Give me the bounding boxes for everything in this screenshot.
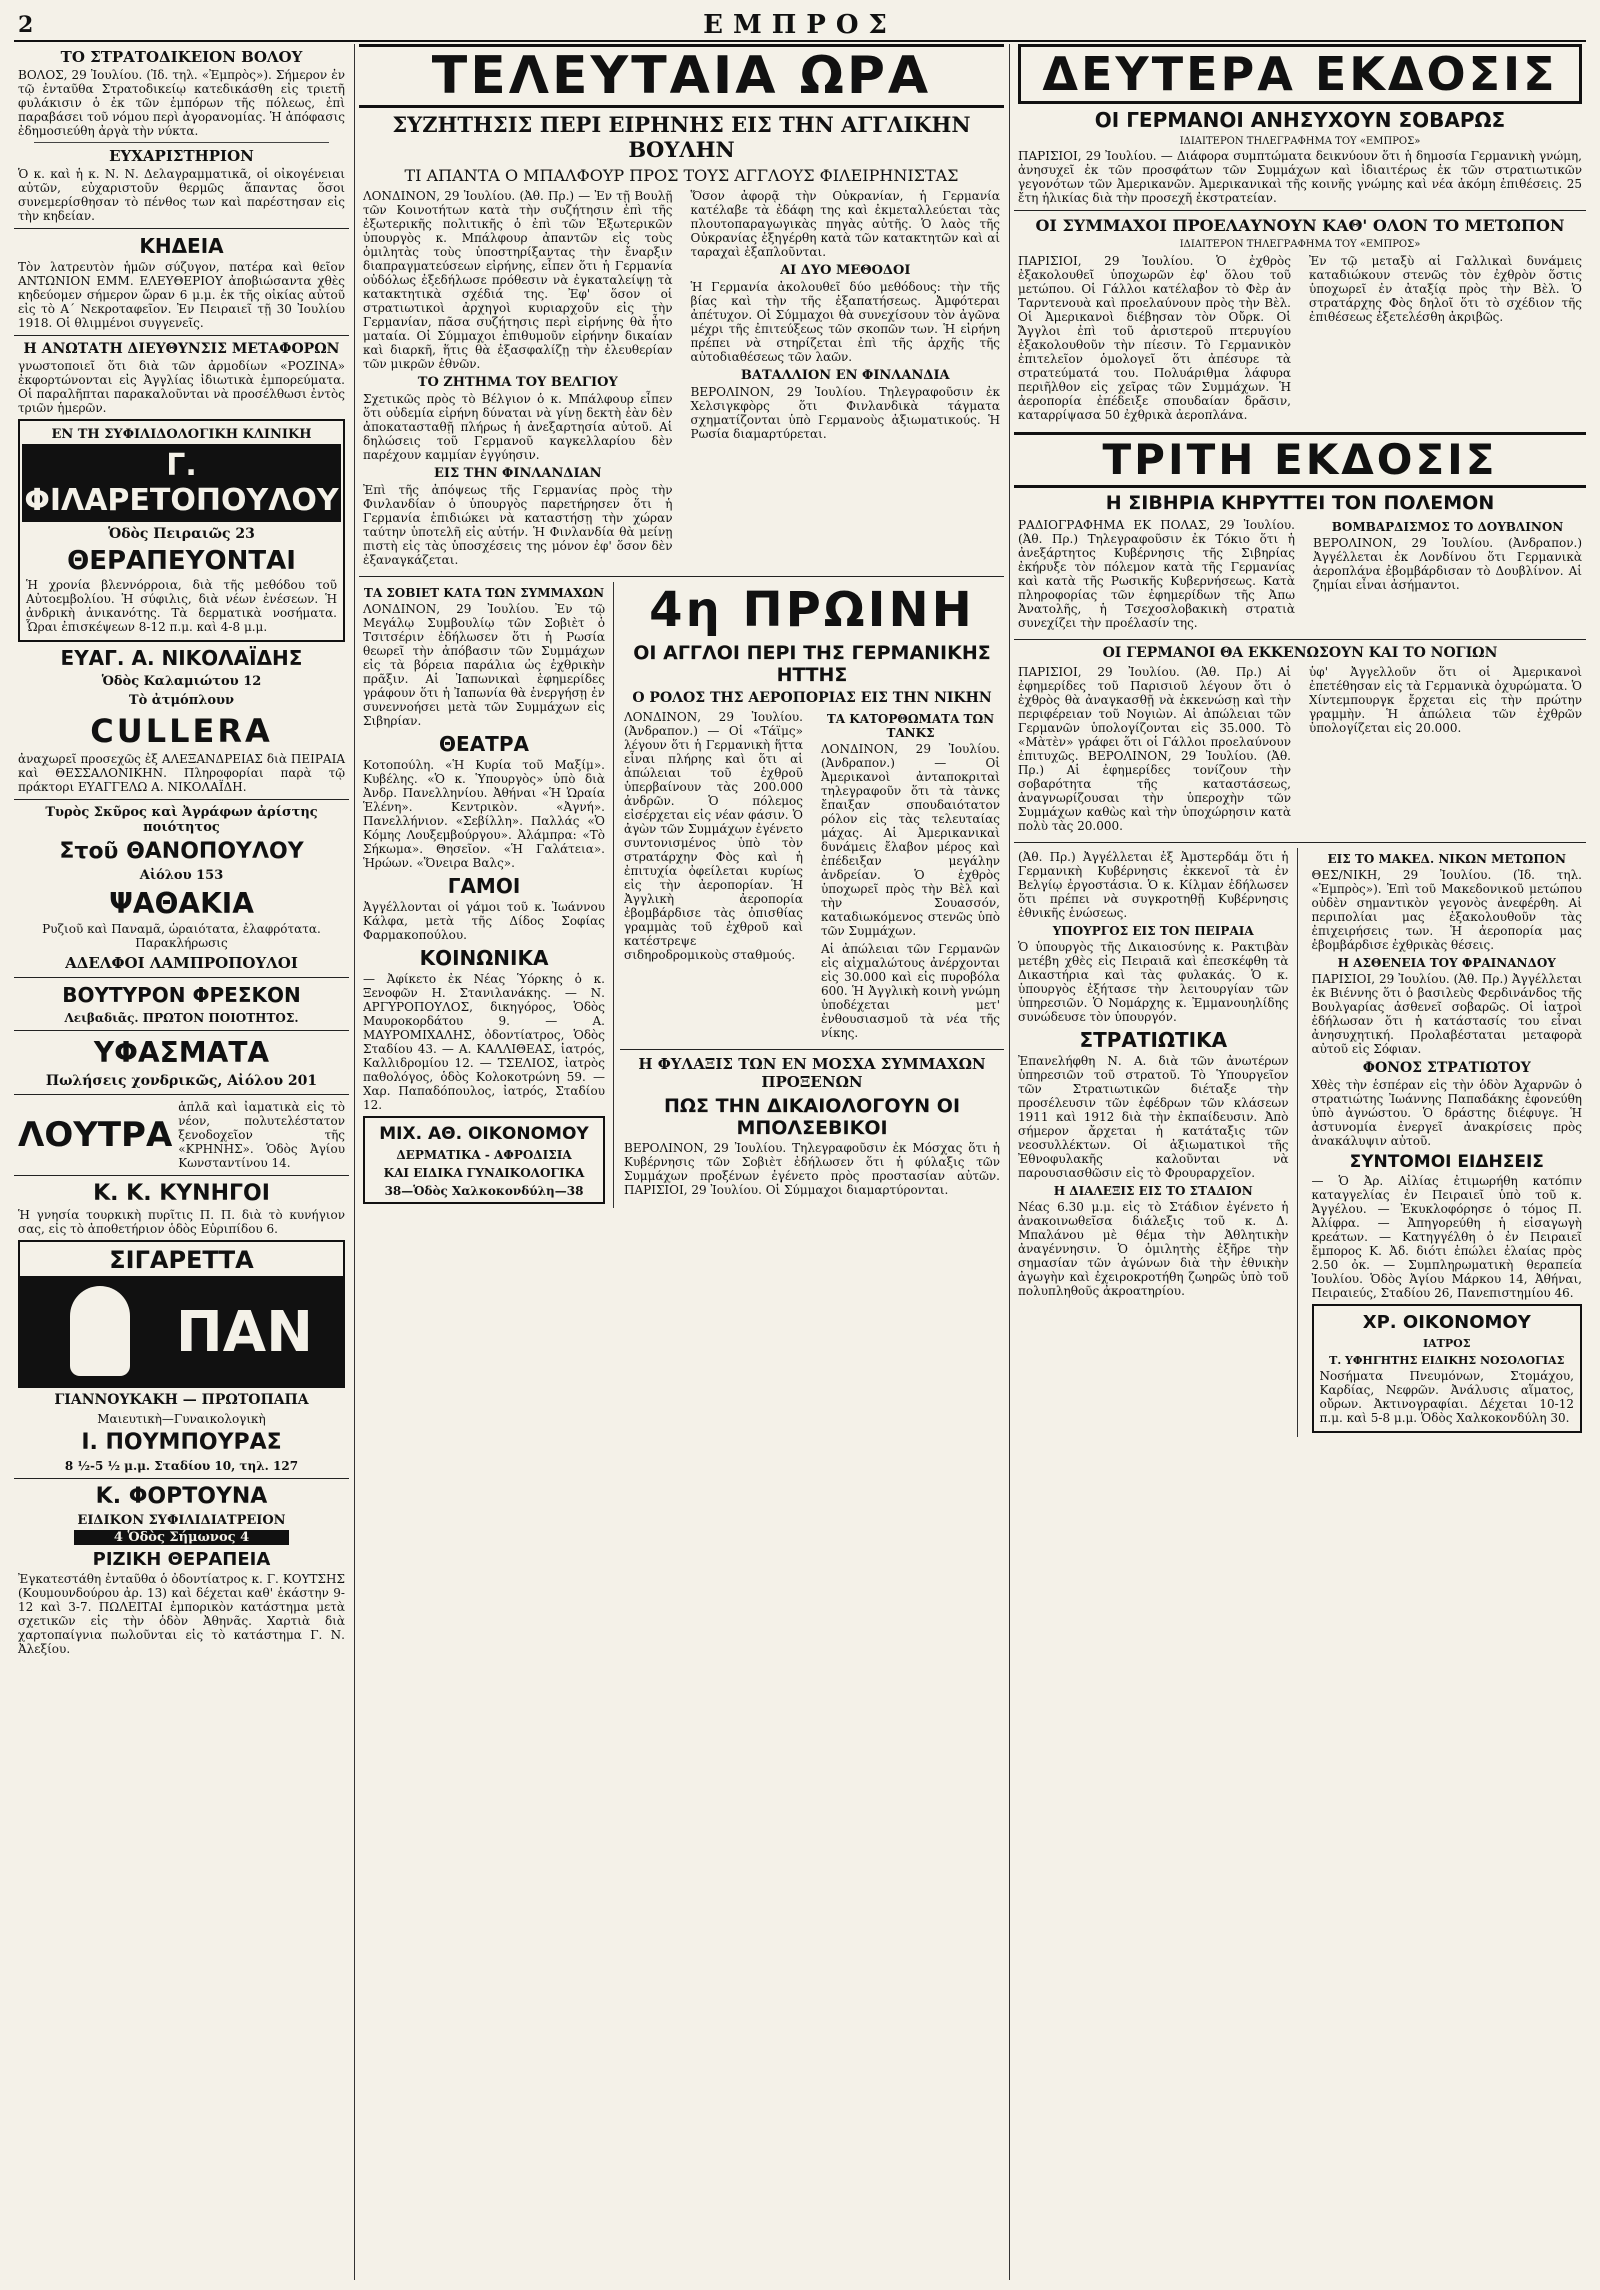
- fourth-text-a: ΛΟΝΔΙΝΟΝ, 29 Ἰουλίου. (Ἀνδραπον.) — Οἱ «Τάϊμς» λέγουν ὅτι ἡ Γερμανικὴ ἥττα εἶναι πλήρης καὶ ὅτι αἱ ἀπώλειαι τοῦ ἐχθροῦ ὑπερβαίνουν τὰς 200.000 ἀνδρῶν. Ὁ πόλεμος εἰσέρχεται εἰς νέαν φάσιν. Ὁ ἀγὼν τῶν Συμμάχων ἐγένετο συντονισμένος ὑπὸ τὸν στρατάρχην Φὸς καὶ ἡ ἐπιτυχία ὀφείλεται κυρίως εἰς τὴν ἀεροπορίαν. Ἡ Ἀγγλικὴ ἀεροπορία ἐβομβάρδισε τὰς ὀπισθίας γραμμὰς τοῦ ἐχθροῦ καὶ κατέστρεψε σιδηροδρομικοὺς σταθμούς.: [624, 710, 803, 962]
- masthead: ΕΜΠΡΟΣ: [703, 10, 897, 40]
- kynigoi: Κ. Κ. ΚΥΝΗΓΟΙ: [93, 1181, 270, 1206]
- clinic-name: Γ. ΦΙΛΑΡΕΤΟΠΟΥΛΟΥ: [22, 444, 341, 522]
- cigarette: ΣΙΓΑΡΕΤΤΑ: [109, 1246, 254, 1274]
- allies-body: [1014, 252, 1586, 426]
- minister-text: Ὁ ὑπουργὸς τῆς Δικαιοσύνης κ. Ρακτιβὰν μετέβη χθὲς εἰς Πειραιᾶ καὶ ἐπεσκέφθη τὰ Δικαστήρια καὶ τὰς φυλακάς. Ὁ κ. ὑπουργὸς ἐξήτασε τὴν λειτουργίαν τῶν ὑπηρεσιῶν. Ὁ Νομάρχης κ. Ἐμμανουηλίδης συνώδευσε τὸν ὑπουργόν.: [1018, 940, 1289, 1024]
- fabrics-sub: Πωλήσεις χονδρικῶς, Αἰόλου 201: [45, 1073, 318, 1089]
- doctor-sub: Τ. ΥΦΗΓΗΤΗΣ ΕΙΔΙΚΗΣ ΝΟΣΟΛΟΓΙΑΣ: [1329, 1354, 1565, 1367]
- kynigoi-text: Ἡ γνησία τουρκικὴ πυρῖτις Π. Π. διὰ τὸ κυνήγιον σας, εἰς τὸ ἀποθετήριον ὁδὸς Εὐριπίδου 6.: [18, 1208, 345, 1236]
- transport-title: Η ΑΝΩΤΑΤΗ ΔΙΕΥΘΥΝΣΙΣ ΜΕΤΑΦΟΡΩΝ: [23, 341, 340, 357]
- radical: ΡΙΖΙΚΗ ΘΕΡΑΠΕΙΑ: [92, 1549, 271, 1570]
- pan-figure-icon: [70, 1286, 130, 1376]
- fourth-text-b: ΛΟΝΔΙΝΟΝ, 29 Ἰουλίου. (Ἀνδραπον.) — Οἱ Ἀμερικανοὶ ἀνταποκριταὶ τηλεγραφοῦν ὅτι τὰ τὰνκς ἔπαιξαν σπουδαιότατον ρόλον εἰς τὰς τελευταίας μάχας. Αἱ Ἀμερικανικαὶ δυνάμεις ἔλαβον μέρος καὶ ἐπέδειξαν μεγάλην ἀνδρείαν. Ὁ ἐχθρὸς ὑποχωρεῖ πρὸς τὴν Βὲλ καὶ τὴν Σουασσόν, καταδιωκόμενος στενῶς ὑπὸ τῶν Συμμάχων.: [821, 742, 1000, 938]
- funeral-title: ΚΗΔΕΙΑ: [139, 234, 224, 258]
- page-number: 2: [18, 12, 34, 38]
- fortouna: Κ. ΦΟΡΤΟΥΝΑ: [95, 1484, 268, 1509]
- clinic-text: Ἡ χρονία βλεννόρροια, διὰ τῆς μεθόδου τοῦ Αὐτοεμβολίου. Ἡ σύφιλις, διὰ νέων ἐνέσεων. Ἡ ἀνδρικὴ ἀνικανότης. Τὰ δερματικὰ νοσήματα. Ὧραι ἐπισκέψεων 8-12 π.μ. καὶ 4-8 μ.μ.: [26, 578, 337, 634]
- belgium-text: Σχετικῶς πρὸς τὸ Βέλγιον ὁ κ. Μπάλφουρ εἶπεν ὅτι οὐδεμία εἰρήνη δύναται νὰ γίνῃ δεκτὴ ἐὰν δὲν ἀποκατασταθῇ πλήρως ἡ ἀνεξαρτησία αὐτοῦ. Αἱ δηλώσεις τοῦ Γερμανοῦ καγκελλαρίου δὲν παρέχουν καμμίαν ἐγγύησιν.: [363, 392, 673, 462]
- finland2-text: ΒΕΡΟΛΙΝΟΝ, 29 Ἰουλίου. Τηλεγραφοῦσιν ἐκ Χελσιγκφὸρς ὅτι Φινλανδικὰ τάγματα σχηματίζονται ὑπὸ Γερμανοὺς ἀξιωματικούς. Ἡ Ρωσία διαμαρτύρεται.: [690, 385, 1000, 441]
- military-title: ΣΤΡΑΤΙΩΤΙΚΑ: [1079, 1028, 1228, 1052]
- divider: [14, 228, 349, 229]
- thanos-text: Τυρὸς Σκῦρος καὶ Ἀγράφων ἀρίστης ποιότητος: [45, 805, 318, 835]
- column-divider: [354, 44, 355, 2280]
- brief-title: ΣΥΝΤΟΜΟΙ ΕΙΔΗΣΕΙΣ: [1349, 1152, 1544, 1172]
- peace-debate-subtitle: ΣΥΖΗΤΗΣΙΣ ΠΕΡΙ ΕΙΡΗΝΗΣ ΕΙΣ ΤΗΝ ΑΓΓΛΙΚΗΝ ΒΟΥΛΗΝ: [392, 112, 971, 162]
- right-column: [1014, 44, 1586, 2280]
- divider: [34, 142, 329, 143]
- finland2-title: ΒΑΤΑΛΛΙΟΝ ΕΝ ΦΙΝΛΑΝΔΙΑ: [740, 368, 950, 383]
- noyon-body: [1014, 663, 1586, 837]
- soviet-title: ΤΑ ΣΟΒΙΕΤ ΚΑΤΑ ΤΩΝ ΣΥΜΜΑΧΩΝ: [363, 586, 605, 600]
- belgium-title: ΤΟ ΖΗΤΗΜΑ ΤΟΥ ΒΕΛΓΙΟΥ: [417, 375, 618, 390]
- military-text: Ἐπανελήφθη Ν. Α. διὰ τῶν ἀνωτέρων ὑπηρεσιῶν τοῦ στρατοῦ. Τὸ Ὑπουργεῖον τῶν Στρατιωτικῶν διέταξε τὴν προσέλευσιν τῶν ἐφέδρων τῶν κλάσεων 1911 καὶ 1912 διὰ τὴν ἐκπαίδευσιν. Ἀπὸ σήμερον ἄρχεται ἡ κατάταξις τῶν νεοσυλλέκτων. Οἱ ἀξιωματικοὶ τῆς Ἐθνοφυλακῆς καλοῦνται νὰ παρουσιασθῶσιν εἰς τὸ Φρουραρχεῖον.: [1018, 1054, 1289, 1180]
- minister-title: ΥΠΟΥΡΓΟΣ ΕΙΣ ΤΟΝ ΠΕΙΡΑΙΑ: [1052, 924, 1254, 938]
- stadium-title: Η ΔΙΑΛΕΞΙΣ ΕΙΣ ΤΟ ΣΤΑΔΙΟΝ: [1053, 1184, 1253, 1198]
- methods-text: Ἡ Γερμανία ἀκολουθεῖ δύο μεθόδους: τὴν τῆς βίας καὶ τὴν τῆς ἐξαπατήσεως. Ἀμφότεραι ἀπέτυχον. Οἱ Σύμμαχοι θὰ συνεχίσουν τὸν ἀγῶνα μέχρι τῆς ἐπιτεύξεως τῶν σκοπῶν των. Ἡ εἰρήνη πρέπει νὰ στηρίζεται ἐπὶ τῆς ἀρχῆς τῆς αὐτοδιαθέσεως τῶν λαῶν.: [690, 280, 1000, 364]
- soldier-text: Χθὲς τὴν ἑσπέραν εἰς τὴν ὁδὸν Ἀχαρνῶν ὁ στρατιώτης Ἰωάννης Παπαδάκης ἐφονεύθη ὑπὸ ἀγνώστου. Ὁ δράστης διέφυγε. Ἡ ἀστυνομία ἐνεργεῖ ἀνακρίσεις πρὸς ἀνακάλυψιν αὐτοῦ.: [1311, 1078, 1582, 1148]
- fortouna-sub: ΕΙΔΙΚΟΝ ΣΥΦΙΛΙΔΙΑΤΡΕΙΟΝ: [77, 1513, 286, 1528]
- baths: ΛΟΥΤΡΑ: [18, 1115, 173, 1155]
- brothers: ΑΔΕΛΦΟΙ ΛΑΜΠΡΟΠΟΥΛΟΙ: [65, 954, 298, 972]
- fortouna-address: 4 Ὁδὸς Σήμωνος 4: [74, 1530, 289, 1545]
- telegram-label: ΙΔΙΑΙΤΕΡΟΝ ΤΗΛΕΓΡΑΦΗΜΑ ΤΟΥ «ΕΜΠΡΟΣ»: [1179, 239, 1421, 250]
- divider: [1014, 210, 1586, 211]
- left-column: [14, 44, 349, 2280]
- butter-sub: Λειβαδιᾶς. ΠΡΩΤΟΝ ΠΟΙΟΤΗΤΟΣ.: [64, 1011, 299, 1025]
- oikonomou-sub: ΔΕΡΜΑΤΙΚΑ - ΑΦΡΟΔΙΣΙΑ: [396, 1148, 572, 1162]
- allies-advance-title: ΟΙ ΣΥΜΜΑΧΟΙ ΠΡΟΕΛΑΥΝΟΥΝ ΚΑΘ' ΟΛΟΝ ΤΟ ΜΕΤΩΠΟΝ: [1035, 216, 1565, 235]
- oikonomou-sub2: ΚΑΙ ΕΙΔΙΚΑ ΓΥΝΑΙΚΟΛΟΓΙΚΑ: [383, 1166, 585, 1180]
- divider: [14, 977, 349, 978]
- theatre-text: Κοτοπούλη. «Ἡ Κυρία τοῦ Μαξίμ». Κυβέλης. «Ὁ κ. Ὑπουργὸς» ὑπὸ διὰ Ἀνδρ. Πανελληνίου. Ἀθήναι «Ἡ Ὡραία Ἑλένη». Κεντρικὸν. «Ἀγνή». Πανελλήνιον. «Σεβίλλη». Παλλάς «Ὁ Κόμης Λουξεμβούργου». Ἀλάμπρα: «Τὸ Σήκωμα». Θησεῖον. «Ἡ Γαλάτεια». Ἡρώων. «Ὅνειρα Βαλς».: [363, 758, 605, 870]
- lower-center: [359, 582, 1004, 1208]
- siberia-body: [1014, 516, 1586, 634]
- page-header: [14, 10, 1586, 42]
- doctors-sub: Μαιευτικὴ—Γυναικολογικὴ: [97, 1412, 266, 1426]
- divider: [620, 1049, 1004, 1050]
- oikonomou-address: 38—Ὁδὸς Χαλκοκονδύλη—38: [384, 1184, 584, 1198]
- fourth-edition-title: 4η ΠΡΩΙΝΗ: [649, 582, 975, 638]
- stadium-text: Νέας 6.30 μ.μ. εἰς τὸ Στάδιον ἐγένετο ἡ ἀνακοινωθεῖσα διάλεξις τοῦ κ. Δ. Μπαλάνου μὲ θέμα τὴν Ἀθλητικὴν ἀναγέννησιν. Ὁ ὁμιλητὴς ἐξῆρε τὴν σημασίαν τῶν ἀγώνων διὰ τὴν ἐθνικὴν ἀγωγὴν καὶ ἐχειροκροτήθη ζωηρῶς ὑπὸ τοῦ πολυπληθοῦς ἀκροατηρίου.: [1018, 1200, 1289, 1298]
- thanos-address: Αἰόλου 153: [139, 868, 224, 883]
- allies-text-2: Ἐν τῷ μεταξὺ αἱ Γαλλικαὶ δυνάμεις καταδιώκουν στενῶς τὸν ἐχθρὸν ὅστις ὑποχωρεῖ ἐν ἀταξίᾳ πρὸς τὴν Βὲλ. Ὁ στρατάρχης Φὸς δηλοῖ ὅτι τὸ σχέδιον τῆς ἐπιθέσεως ἐξετελέσθη ἀκριβῶς.: [1309, 254, 1582, 324]
- oikonomou-ad: [363, 1116, 605, 1204]
- last-hour-title: ΤΕΛΕΥΤΑΙΑ ΩΡΑ: [359, 44, 1004, 108]
- right-lower: [1014, 848, 1586, 1437]
- thanks-text: Ὁ κ. καὶ ἡ κ. Ν. Ν. Δελαγραμματικᾶ, οἱ οἰκογένειαι αὐτῶν, εὐχαριστοῦν θερμῶς ἅπαντας ὅσοι συνεμερίσθησαν τὸ πένθος των καὶ παρέστησαν εἰς τὴν κηδείαν.: [18, 167, 345, 223]
- lead-text: ΛΟΝΔΙΝΟΝ, 29 Ἰουλίου. (Ἀθ. Πρ.) — Ἐν τῇ Βουλῇ τῶν Κοινοτήτων κατὰ τὴν συζήτησιν ἐπὶ τῆς ἐξωτερικῆς πολιτικῆς ὁ ἐπὶ τῶν Ἐξωτερικῶν ὑπουργὸς κ. Μπάλφουρ ἀπαντῶν εἰς τοὺς ὁμιλητὰς τοὺς ὑποστηρίξαντας τὴν ἔναρξιν διαπραγματεύσεων εἰρήνης, εἶπεν ὅτι ἡ Γερμανία οὐδόλως ἐξεδήλωσε πρόθεσιν νὰ ἐγκαταλείψῃ τὰ κατακτητικὰ σχέδιά της. Ἐφ' ὅσον οἱ στρατιωτικοὶ ἀρχηγοὶ κυριαρχοῦν εἰς τὴν Γερμανίαν, πᾶσα συζήτησις περὶ εἰρήνης θὰ ἦτο ματαία. Οἱ Σύμμαχοι ἐπιθυμοῦν εἰρήνην δικαίαν καὶ διαρκῆ, ἥτις θὰ ἐξασφαλίζῃ τὴν ἐλευθερίαν τῶν μικρῶν ἐθνῶν.: [363, 189, 673, 371]
- baths-ad: [18, 1100, 345, 1170]
- thanos-store: Στοῦ ΘΑΝΟΠΟΥΛΟΥ: [59, 839, 304, 864]
- divider: [14, 1094, 349, 1095]
- volos-text: ΒΟΛΟΣ, 29 Ἰουλίου. (Ἰδ. τηλ. «Ἐμπρὸς»). Σήμερον ἐν τῷ ἐνταῦθα Στρατοδικείῳ κατεδικάσθη εἰς τριετῆ φυλάκισιν ὁ ἐκ τῶν ἐμπόρων τῆς πόλεως, ἐπὶ παραβάσει τοῦ νόμου περὶ ἀγορανομίας. Ἡ ἀπόφασις ἐδημοσιεύθη ἀργὰ τὴν νύκτα.: [18, 68, 345, 138]
- pan-brand: ΠΑΝ: [175, 1300, 313, 1365]
- divider: [14, 1175, 349, 1176]
- fourth-text-c: Αἱ ἀπώλειαι τῶν Γερμανῶν εἰς αἰχμαλώτους ἀνέρχονται εἰς 30.000 καὶ εἰς πυροβόλα 600. Ἡ Ἀγγλικὴ κοινὴ γνώμη ὑποδέχεται μετ' ἐνθουσιασμοῦ τὰ νέα τῆς νίκης.: [821, 942, 1000, 1040]
- clinic-cure: ΘΕΡΑΠΕΥΟΝΤΑΙ: [67, 546, 296, 576]
- weddings-text: Ἀγγέλλονται οἱ γάμοι τοῦ κ. Ἰωάννου Κάλφα, μετὰ τῆς Δίδος Σοφίας Φαρμακοπούλου.: [363, 900, 605, 942]
- divider: [1014, 639, 1586, 640]
- methods-title: ΑΙ ΔΥΟ ΜΕΘΟΔΟΙ: [780, 263, 911, 278]
- telegram-3: (Ἀθ. Πρ.) Ἀγγέλλεται ἐξ Ἀμστερδάμ ὅτι ἡ Γερμανικὴ Κυβέρνησις ἐκκενοῖ τὰ ἐν Βελγίῳ ἐργοστάσια. Ὁ κ. Κίλμαν ἐδήλωσεν ὅτι πρέπει νὰ συγκροτηθῇ Κυβέρνησις ἐθνικῆς ἑνώσεως.: [1018, 850, 1289, 920]
- noyon-text-2: ὑφ' Ἀγγελλοῦν ὅτι οἱ Ἀμερικανοὶ ἐπετέθησαν εἰς τὰ Γερμανικὰ ὀχυρώματα. Ὁ Χίντεμπουργκ ἔρχεται εἰς τὴν πρώτην γραμμὴν. Ἡ ἀπώλεια τῶν ἐχθρῶν ὑπολογίζεται εἰς 20.000.: [1309, 665, 1582, 735]
- doctor-text: Νοσήματα Πνευμόνων, Στομάχου, Καρδίας, Νεφρῶν. Ἀνάλυσις αἵματος, οὔρων. Ἀκτινογραφίαι. Δέχεται 10-12 π.μ. καὶ 5-8 μ.μ. Ὁδὸς Χαλκοκονδύλη 30.: [1319, 1369, 1574, 1425]
- clinic-ad: [18, 419, 345, 642]
- cullera-text: ἀναχωρεῖ προσεχῶς ἐξ ΑΛΕΞΑΝΔΡΕΙΑΣ διὰ ΠΕΙΡΑΙΑ καὶ ΘΕΣΣΑΛΟΝΙΚΗΝ. Πληροφορίαι παρὰ τῷ πράκτορι ΕΥΑΓΓΕΛΩ Α. ΝΙΚΟΛΑΪΔΗ.: [18, 752, 345, 794]
- column-divider: [1009, 44, 1010, 2280]
- nikolaidis-name: ΕΥΑΓ. Α. ΝΙΚΟΛΑΪΔΗΣ: [60, 646, 303, 670]
- fourth-edition-kicker: Ο ΡΟΛΟΣ ΤΗΣ ΑΕΡΟΠΟΡΙΑΣ ΕΙΣ ΤΗΝ ΝΙΚΗΝ: [632, 690, 992, 706]
- germans-worried-title: ΟΙ ΓΕΡΜΑΝΟΙ ΑΝΗΣΥΧΟΥΝ ΣΟΒΑΡΩΣ: [1094, 108, 1506, 132]
- last-hour-body: [359, 187, 1004, 571]
- finland-text: Ἐπὶ τῆς ἀπόψεως τῆς Γερμανίας πρὸς τὴν Φινλανδίαν ὁ ὑπουργὸς παρετήρησεν ὅτι ἡ Γερμανία ἐπιδιώκει νὰ καταστήσῃ τὴν χώραν ταύτην ὑποτελῆ εἰς αὐτήν. Ἡ Φινλανδία θὰ μείνῃ πιστὴ εἰς τὰς ὑποσχέσεις της μόνον ἐφ' ὅσον δὲν ἐξαναγκάζεται.: [363, 483, 673, 567]
- siberia-text: ΡΑΔΙΟΓΡΑΦΗΜΑ ΕΚ ΠΟΛΑΣ, 29 Ἰουλίου. (Ἀθ. Πρ.) Τηλεγραφοῦσιν ἐκ Τόκιο ὅτι ἡ ἀνεξάρτητος Κυβέρνησις τῆς Σιβηρίας ἐκήρυξε τὸν πόλεμον κατὰ τῆς Γερμανίας καὶ κατὰ τῆς Ρωσικῆς Κυβερνήσεως. Κατὰ πληροφορίας τῶν ἐφημερίδων τῆς Ἀπω Ἀνατολῆς, ἡ Τσεχοσλοβακικὴ στρατιὰ συνεχίζει τὴν προέλασίν της.: [1018, 518, 1295, 630]
- butter: ΒΟΥΤΥΡΟΝ ΦΡΕΣΚΟΝ: [62, 983, 301, 1007]
- telegram-label: ΙΔΙΑΙΤΕΡΟΝ ΤΗΛΕΓΡΑΦΗΜΑ ΤΟΥ «ΕΜΠΡΟΣ»: [1179, 136, 1421, 147]
- cigarette-ad: [18, 1240, 345, 1388]
- fourth-edition-body: [620, 708, 1004, 1044]
- theatre-title: ΘΕΑΤΡΑ: [439, 732, 529, 756]
- radical-text: Ἐγκατεστάθη ἐνταῦθα ὁ ὀδοντίατρος κ. Γ. ΚΟΥΤΣΗΣ (Κουμουνδούρου ἀρ. 13) καὶ δέχεται καθ' ἑκάστην 9-12 καὶ 3-7. ΠΩΛΕΙΤΑΙ ἐμπορικὸν κατάστημα μετὰ σχετικῶν εἰς τὴν ὁδὸν Ἀθηνᾶς. Χαρτιὰ διὰ χαρτοπαίγνια πωλοῦνται εἰς τὸ κατάστημα Γ. Ν. Ἀλεξίου.: [18, 1572, 345, 1656]
- second-edition-title: ΔΕΥΤΕΡΑ ΕΚΔΟΣΙΣ: [1018, 44, 1582, 104]
- macedonian-front-text: ΘΕΣ/ΝΙΚΗ, 29 Ἰουλίου. (Ἰδ. τηλ. «Ἐμπρὸς»). Ἐπὶ τοῦ Μακεδονικοῦ μετώπου οὐδὲν σημαντικὸν γεγονὸς ἀνεφέρθη. Αἱ περιπολίαι μας ἐξακολουθοῦν τὰς ἐπιχειρήσεις των. Ἡ ἀεροπορία μας ἐβομβάρδισε ἐχθρικὰς θέσεις.: [1311, 868, 1582, 952]
- center-column: [359, 44, 1004, 2280]
- consuls-title: Η ΦΥΛΑΞΙΣ ΤΩΝ ΕΝ ΜΟΣΧΑ ΣΥΜΜΑΧΩΝ ΠΡΟΞΕΝΩΝ: [638, 1055, 986, 1091]
- funeral-text: Τὸν λατρευτὸν ἡμῶν σύζυγον, πατέρα καὶ θεῖον ΑΝΤΩΝΙΟΝ ΕΜΜ. ΕΛΕΥΘΕΡΙΟΥ ἀποβιώσαντα χθὲς κηδεύομεν σήμερον ὥραν 6 μ.μ. ἐκ τῆς οἰκίας αὐτοῦ εἰς τὸ Α΄ Νεκροταφεῖον. Ἐν Πειραιεῖ τῇ 30 Ἰουλίου 1918. Οἱ θλιμμένοι συγγενεῖς.: [18, 260, 345, 330]
- consuls-text: ΒΕΡΟΛΙΝΟΝ, 29 Ἰουλίου. Τηλεγραφοῦσιν ἐκ Μόσχας ὅτι ἡ Κυβέρνησις τῶν Σοβιὲτ ἐδήλωσεν ὅτι ἡ φύλαξις τῶν Συμμάχων προξένων ἐγένετο πρὸς προστασίαν αὐτῶν. ΠΑΡΙΣΙΟΙ, 29 Ἰουλίου. Οἱ Σύμμαχοι διαμαρτύρονται.: [624, 1141, 1000, 1197]
- bombard-title: ΒΟΜΒΑΡΔΙΣΜΟΣ ΤΟ ΔΟΥΒΛΙΝΟΝ: [1331, 520, 1564, 534]
- siberia-title: Η ΣΙΒΗΡΙΑ ΚΗΡΥΤΤΕΙ ΤΟΝ ΠΟΛΕΜΟΝ: [1105, 492, 1495, 514]
- divider: [359, 576, 1004, 577]
- divider: [14, 1030, 349, 1031]
- social-text: — Ἀφίκετο ἐκ Νέας Ὑόρκης ὁ κ. Ξενοφῶν Η. Στανιλανάκης. — Ν. ΑΡΓΥΡΟΠΟΥΛΟΣ, δικηγόρος, Ὁδὸς Μαυροκορδάτου 9. — Α. ΜΑΥΡΟΜΙΧΑΛΗΣ, ὀδοντίατρος, Ὁδὸς Σταδίου 43. — Α. ΚΑΛΛΙΘΕΑΣ, ἰατρός, Καλλιδρομίου 12. — ΤΣΕΛΙΟΣ, ἰατρὸς παθολόγος, ὁδὸς Κολοκοτρώνη 59. — Χαρ. Παπαδόπουλος, ἰατρός, Σταδίου 12.: [363, 972, 605, 1112]
- cullera-line: Τὸ ἀτμόπλουν: [128, 693, 235, 708]
- germans-text: ΠΑΡΙΣΙΟΙ, 29 Ἰουλίου. — Διάφορα συμπτώματα δεικνύουν ὅτι ἡ δημοσία Γερμανικὴ γνώμη, ἀνησυχεῖ ἐκ τῶν προσφάτων τῶν Συμμάχων καὶ ἰδιαιτέρως ἐκ τῶν στρατιωτικῶν γεγονότων τῶν Ἀμερικανῶν. Ἀμερικανικαὶ τῆς κοινῆς γνώμης καὶ νέα ἀκόμη ἐπιθέσεις. 25 ἔτη ἡλικίας διὰ τὴν προσεχῆ ἐκστρατείαν.: [1018, 149, 1582, 205]
- clinic-address: Ὁδὸς Πειραιῶς 23: [108, 526, 255, 542]
- pan-illustration: [20, 1276, 343, 1386]
- volos-title: ΤΟ ΣΤΡΑΤΟΔΙΚΕΙΟΝ ΒΟΛΟΥ: [60, 48, 303, 66]
- poumpouras-sub: 8 ½-5 ½ μ.μ. Σταδίου 10, τηλ. 127: [64, 1459, 299, 1473]
- doctor-ad: [1312, 1304, 1583, 1433]
- soldier-title: ΦΟΝΟΣ ΣΤΡΑΤΙΩΤΟΥ: [1362, 1060, 1531, 1076]
- clinic-title: ΕΝ ΤΗ ΣΥΦΙΛΙΔΟΛΟΓΙΚΗ ΚΛΙΝΙΚΗ: [51, 427, 312, 442]
- newspaper-page: [14, 10, 1586, 2280]
- doctor-role: ΙΑΤΡΟΣ: [1423, 1337, 1471, 1350]
- divider: [14, 799, 349, 800]
- divider: [14, 1478, 349, 1479]
- psathakia: ΨΑΘΑΚΙΑ: [109, 887, 254, 920]
- consuls-subtitle: ΠΩΣ ΤΗΝ ΔΙΚΑΙΟΛΟΓΟΥΝ ΟΙ ΜΠΟΛΣΕΒΙΚΟΙ: [663, 1095, 961, 1139]
- doctors: ΓΙΑΝΝΟΥΚΑΚΗ — ΠΡΩΤΟΠΑΠΑ: [54, 1392, 309, 1408]
- balfour-kicker: ΤΙ ΑΠΑΝΤΑ Ο ΜΠΑΛΦΟΥΡ ΠΡΟΣ ΤΟΥΣ ΑΓΓΛΟΥΣ ΦΙΛΕΙΡΗΝΙΣΤΑΣ: [404, 166, 959, 185]
- divider: [14, 335, 349, 336]
- noyon-title: ΟΙ ΓΕΡΜΑΝΟΙ ΘΑ ΕΚΚΕΝΩΣΟΥΝ ΚΑΙ ΤΟ ΝΟΓΙΩΝ: [1102, 645, 1498, 661]
- doctor-name: ΧΡ. ΟΙΚΟΝΟΜΟΥ: [1362, 1312, 1531, 1333]
- noyon-text: ΠΑΡΙΣΙΟΙ, 29 Ἰουλίου. (Ἀθ. Πρ.) Αἱ ἐφημερίδες τοῦ Παρισιοῦ λέγουν ὅτι ὁ ἐχθρὸς θὰ ἀναγκασθῇ νὰ ἐκκενώσῃ καὶ τὴν περιφέρειαν τοῦ Νογιὼν. Αἱ ἀπώλειαι τῶν Γερμανῶν ὑπολογίζονται εἰς 35.000. Τὸ «Μὰτὲν» γράφει ὅτι οἱ Γάλλοι προελαύνουν ἐπιτυχῶς. ΒΕΡΟΛΙΝΟΝ, 29 Ἰουλίου. (Ἀθ. Πρ.) Αἱ ἐφημερίδες τονίζουν τὴν σοβαρότητα τῆς καταστάσεως, ἀναγνωρίζουσαι τὴν ὑπεροχὴν τῶν Συμμάχων καθὼς καὶ τὴν ὑποχώρησιν κατὰ πολὺ τὰς 20.000.: [1018, 665, 1291, 833]
- cullera-ship: CULLERA: [90, 712, 273, 750]
- brief-text: — Ὁ Ἀρ. Αἰλίας ἐτιμωρήθη κατόπιν καταγγελίας ἐν Πειραιεῖ ὑπὸ τοῦ κ. Ἀγγέλου. — Ἐκυκλοφόρησε ὁ τόμος Π. Ἀλίφρα. — Ἀπηγορεύθη ἡ εἰσαγωγὴ κρεάτων. — Κατηγγέλθη ὁ ἐν Πειραιεῖ ἔμπορος Κ. Ἀδ. διότι ἐπώλει ἐλαίας πρὸς 2.50 ὀκ. — Συμπληρωματικὴ θεραπεία Ἰουλίου. Ὁδὸς Ἀγίου Μάρκου 14, Ἀθήναι, Πειραιεύς, Σταδίου 26, Πανεπιστημίου 46.: [1311, 1174, 1582, 1300]
- allies-text: ΠΑΡΙΣΙΟΙ, 29 Ἰουλίου. Ὁ ἐχθρὸς ἐξακολουθεῖ ὑποχωρῶν ἐφ' ὅλου τοῦ μετώπου. Οἱ Γάλλοι κατέλαβον τὸ Φὲρ ἀν Ταρντενουὰ καὶ προελαύνουν πρὸς τὴν Βὲλ. Οἱ Ἀμερικανοὶ διέβησαν τὸν Οὔρκ. Οἱ Ἄγγλοι ἐπὶ τοῦ ἀριστεροῦ πτερυγίου ἐξακολουθοῦν τὴν πίεσιν. Τὸ Γερμανικὸν ἐπιτελεῖον ὁμολογεῖ ὅτι ἀπέσυρε τὰ στρατεύματά του. Πολυάριθμα λάφυρα περιῆλθον εἰς χεῖρας τῶν Συμμάχων. Ἡ ἀεροπορία ἐπέδειξε σπουδαίαν δρᾶσιν, καταρρίψασα 50 ἐχθρικὰ ἀεροπλάνα.: [1018, 254, 1291, 422]
- fourth-edition-subtitle: ΟΙ ΑΓΓΛΟΙ ΠΕΡΙ ΤΗΣ ΓΕΡΜΑΝΙΚΗΣ ΗΤΤΗΣ: [633, 642, 991, 686]
- weddings-title: ΓΑΜΟΙ: [447, 874, 521, 898]
- poumpouras: Ι. ΠΟΥΜΠΟΥΡΑΣ: [81, 1430, 282, 1455]
- psathakia-text: Ρυζιοῦ καὶ Παναμᾶ, ὡραιότατα, ἐλαφρότατα. Παρακλήρωσις: [42, 922, 321, 950]
- finland-title: ΕΙΣ ΤΗΝ ΦΙΝΛΑΝΔΙΑΝ: [433, 466, 602, 481]
- soviet-text: ΛΟΝΔΙΝΟΝ, 29 Ἰουλίου. Ἐν τῷ Μεγάλῳ Συμβουλίῳ τῶν Σοβιὲτ ὁ Τσιτσέριν ἐδήλωσεν ὅτι ἡ Ρωσία θεωρεῖ τὴν ἀπόβασιν τῶν Συμμάχων εἰς τὰ βόρεια παράλια ὡς ἐχθρικὴν πρᾶξιν. Αἱ Ἰαπωνικαὶ ἐφημερίδες γράφουν ὅτι ἡ Ἰαπωνία θὰ ἐνεργήσῃ ἐν συνεννοήσει μετὰ τῶν Συμμάχων εἰς Σιβηρίαν.: [363, 602, 605, 728]
- tanks-title: ΤΑ ΚΑΤΟΡΘΩΜΑΤΑ ΤΩΝ ΤΑΝΚΣ: [826, 712, 995, 740]
- social-title: ΚΟΙΝΩΝΙΚΑ: [419, 946, 549, 970]
- ferdinand-title: Η ΑΣΘΕΝΕΙΑ ΤΟΥ ΦΡΑΙΝΑΝΔΟΥ: [1337, 956, 1556, 970]
- third-edition-title: ΤΡΙΤΗ ΕΚΔΟΣΙΣ: [1014, 432, 1586, 488]
- bombard-text: ΒΕΡΟΛΙΝΟΝ, 29 Ἰουλίου. (Ἀνδραπον.) Ἀγγέλλεται ἐκ Λονδίνου ὅτι Γερμανικὰ ἀεροπλάνα ἐβομβάρδισαν τὸ Δουβλίνον. Αἱ ζημίαι εἶναι ἀσήμαντοι.: [1313, 536, 1582, 592]
- macedonian-front-title: ΕΙΣ ΤΟ ΜΑΚΕΔ. ΝΙΚΩΝ ΜΕΤΩΠΟΝ: [1327, 852, 1566, 866]
- baths-text: ἁπλᾶ καὶ ἰαματικὰ εἰς τὸ νέον, πολυτελέστατον ξενοδοχεῖον τῆς «ΚΡΗΝΗΣ». Ὁδὸς Ἀγίου Κωνσταντίνου 14.: [178, 1100, 345, 1170]
- nikolaidis-address: Ὁδὸς Καλαμιώτου 12: [101, 674, 262, 689]
- divider: [1014, 842, 1586, 843]
- fabrics: ΥΦΑΣΜΑΤΑ: [93, 1036, 270, 1069]
- oikonomou-name: ΜΙΧ. ΑΘ. ΟΙΚΟΝΟΜΟΥ: [379, 1124, 589, 1144]
- thanks-title: ΕΥΧΑΡΙΣΤΗΡΙΟΝ: [109, 147, 254, 165]
- ferdinand-text: ΠΑΡΙΣΙΟΙ, 29 Ἰουλίου. (Ἀθ. Πρ.) Ἀγγέλλεται ἐκ Βιέννης ὅτι ὁ βασιλεὺς Φερδινάνδος τῆς Βουλγαρίας ἀσθενεῖ σοβαρῶς. Οἱ ἰατροὶ ἐδήλωσαν ὅτι ἡ κατάστασίς του εἶναι ἀνησυχητική. Προλαβέσταται μεταφορὰ αὐτοῦ εἰς Σόφιαν.: [1311, 972, 1582, 1056]
- ukraine-text: Ὅσον ἀφορᾷ τὴν Οὐκρανίαν, ἡ Γερμανία κατέλαβε τὰ ἐδάφη της καὶ ἐκμεταλλεύεται τὰς πλουτοπαραγωγικὰς πηγὰς αὐτῆς. Ὁ λαὸς τῆς Οὐκρανίας ἐξηγέρθη κατὰ τῶν κατακτητῶν καὶ αἱ ταραχαὶ ἐξαπλοῦνται.: [690, 189, 1000, 259]
- transport-text: γνωστοποιεῖ ὅτι διὰ τῶν ἀρμοδίων «ΡΟΖΙΝΑ» ἐκφορτώνονται εἰς Ἀγγλίας ἰδιωτικὰ ἐμπορεύματα. Οἱ παραλῆπται παρακαλοῦνται νὰ προσέλθωσι ἐντὸς τριῶν ἡμερῶν.: [18, 359, 345, 415]
